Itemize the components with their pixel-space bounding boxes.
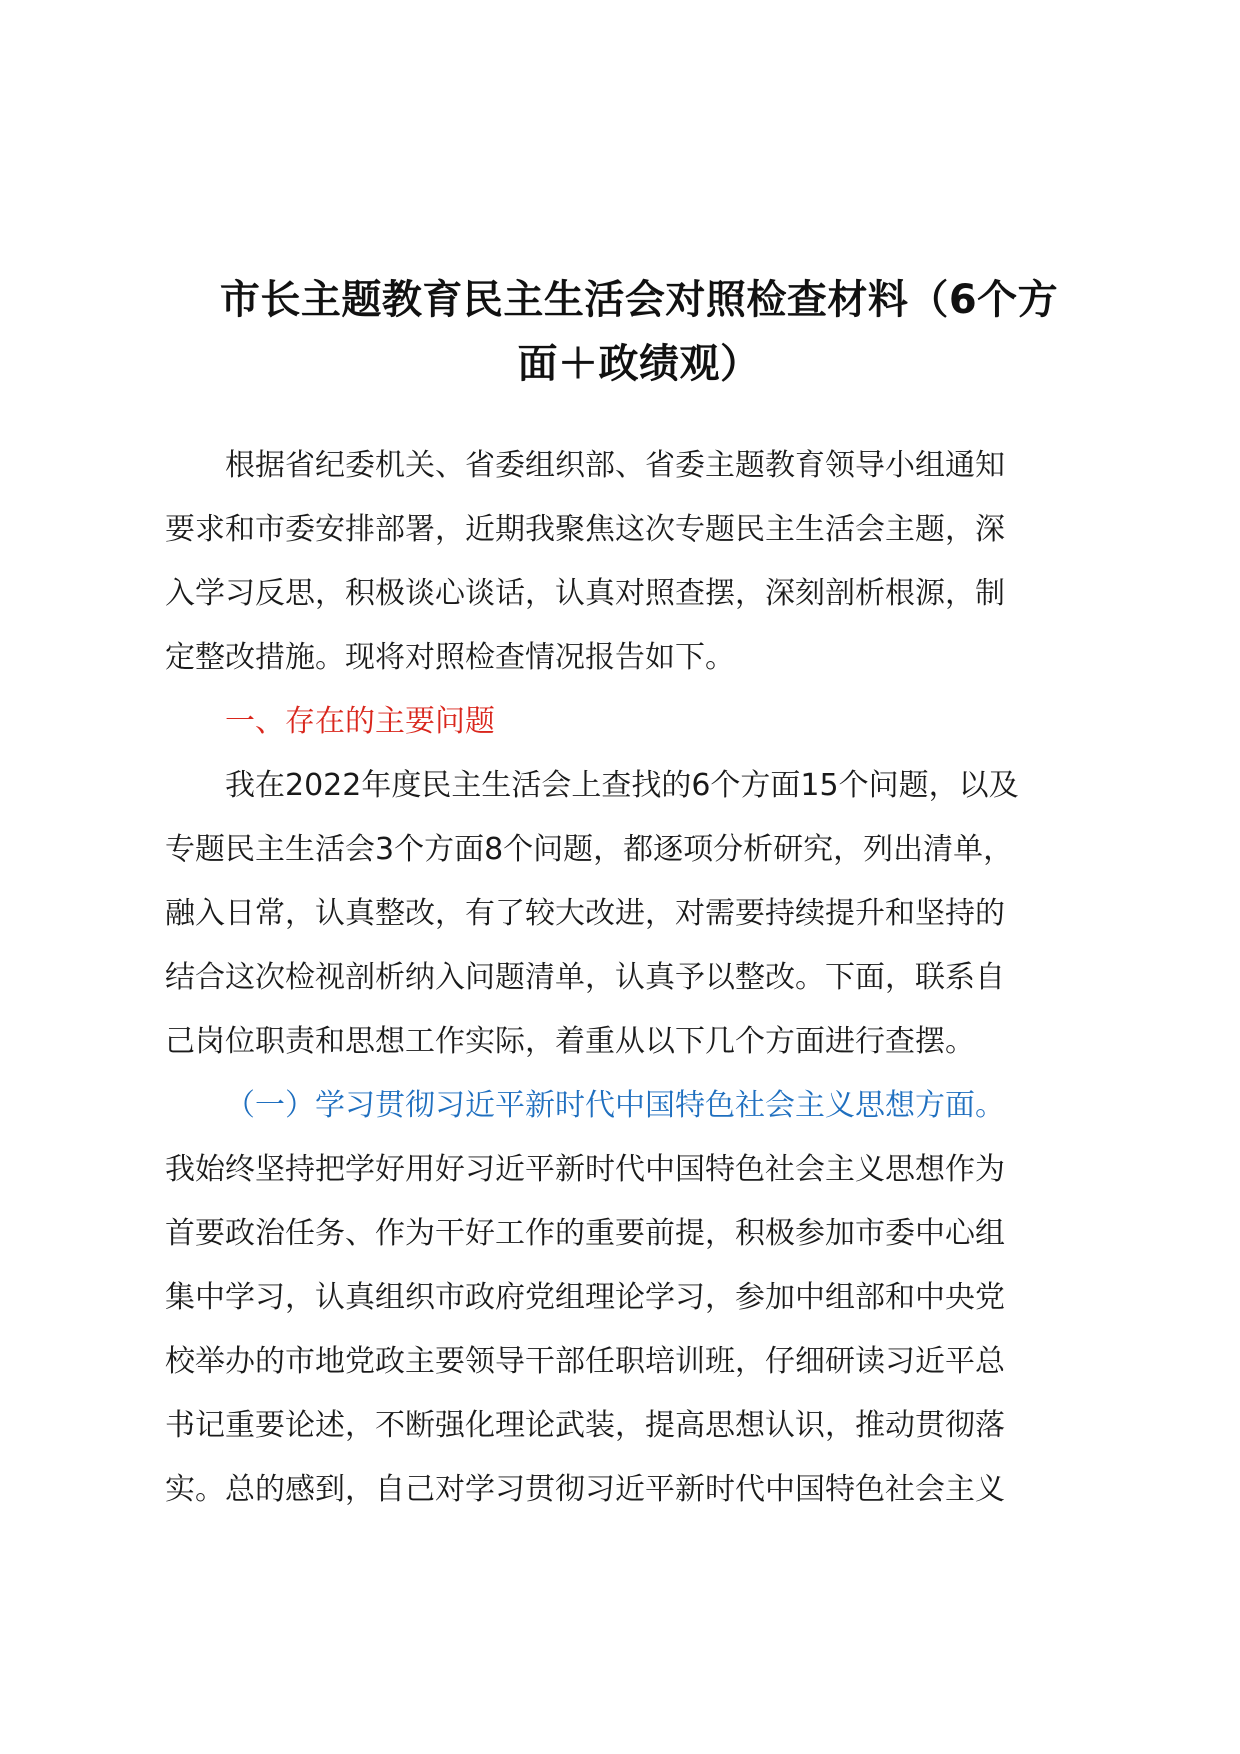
document-title	[165, 268, 1113, 396]
text-line: 校举办的市地党政主要领导干部任职培训班，仔细研读习近平总	[165, 1344, 1005, 1379]
text-line: 实。总的感到，自己对学习贯彻习近平新时代中国特色社会主义	[165, 1472, 1005, 1507]
text-line: 结合这次检视剖析纳入问题清单，认真予以整改。下面，联系自	[165, 960, 1005, 995]
text-line: 集中学习，认真组织市政府党组理论学习，参加中组部和中央党	[165, 1280, 1005, 1315]
text-line: 书记重要论述，不断强化理论武装，提高思想认识，推动贯彻落	[165, 1408, 1005, 1443]
text-line: 根据省纪委机关、省委组织部、省委主题教育领导小组通知	[225, 448, 1005, 483]
document-body	[165, 434, 1113, 1522]
text-line: 要求和市委安排部署，近期我聚焦这次专题民主生活会主题，深	[165, 512, 1005, 547]
text-line: 专题民主生活会3个方面8个问题，都逐项分析研究，列出清单，	[165, 832, 1014, 867]
text-line: 己岗位职责和思想工作实际，着重从以下几个方面进行查摆。	[165, 1024, 975, 1059]
text-line: 融入日常，认真整改，有了较大改进，对需要持续提升和坚持的	[165, 896, 1005, 931]
intro-paragraph	[165, 434, 1113, 690]
text-line: 我在2022年度民主生活会上查找的6个方面15个问题，以及	[225, 768, 1019, 803]
subsection-paragraph	[165, 1074, 1113, 1522]
title-line: 市长主题教育民主生活会对照检查材料（6个方	[219, 277, 1059, 323]
text-line: 我始终坚持把学好用好习近平新时代中国特色社会主义思想作为	[165, 1152, 1005, 1187]
text-line: 首要政治任务、作为干好工作的重要前提，积极参加市委中心组	[165, 1216, 1005, 1251]
text-line: 入学习反思，积极谈心谈话，认真对照查摆，深刻剖析根源，制	[165, 576, 1005, 611]
text-line: 定整改措施。现将对照检查情况报告如下。	[165, 640, 735, 675]
subsection-heading: （一）学习贯彻习近平新时代中国特色社会主义思想方面。	[225, 1088, 1005, 1123]
document-page	[165, 268, 1113, 1522]
section-heading: 一、存在的主要问题	[225, 704, 495, 739]
section-paragraph	[165, 754, 1113, 1074]
title-line: 面＋政绩观）	[517, 341, 761, 387]
